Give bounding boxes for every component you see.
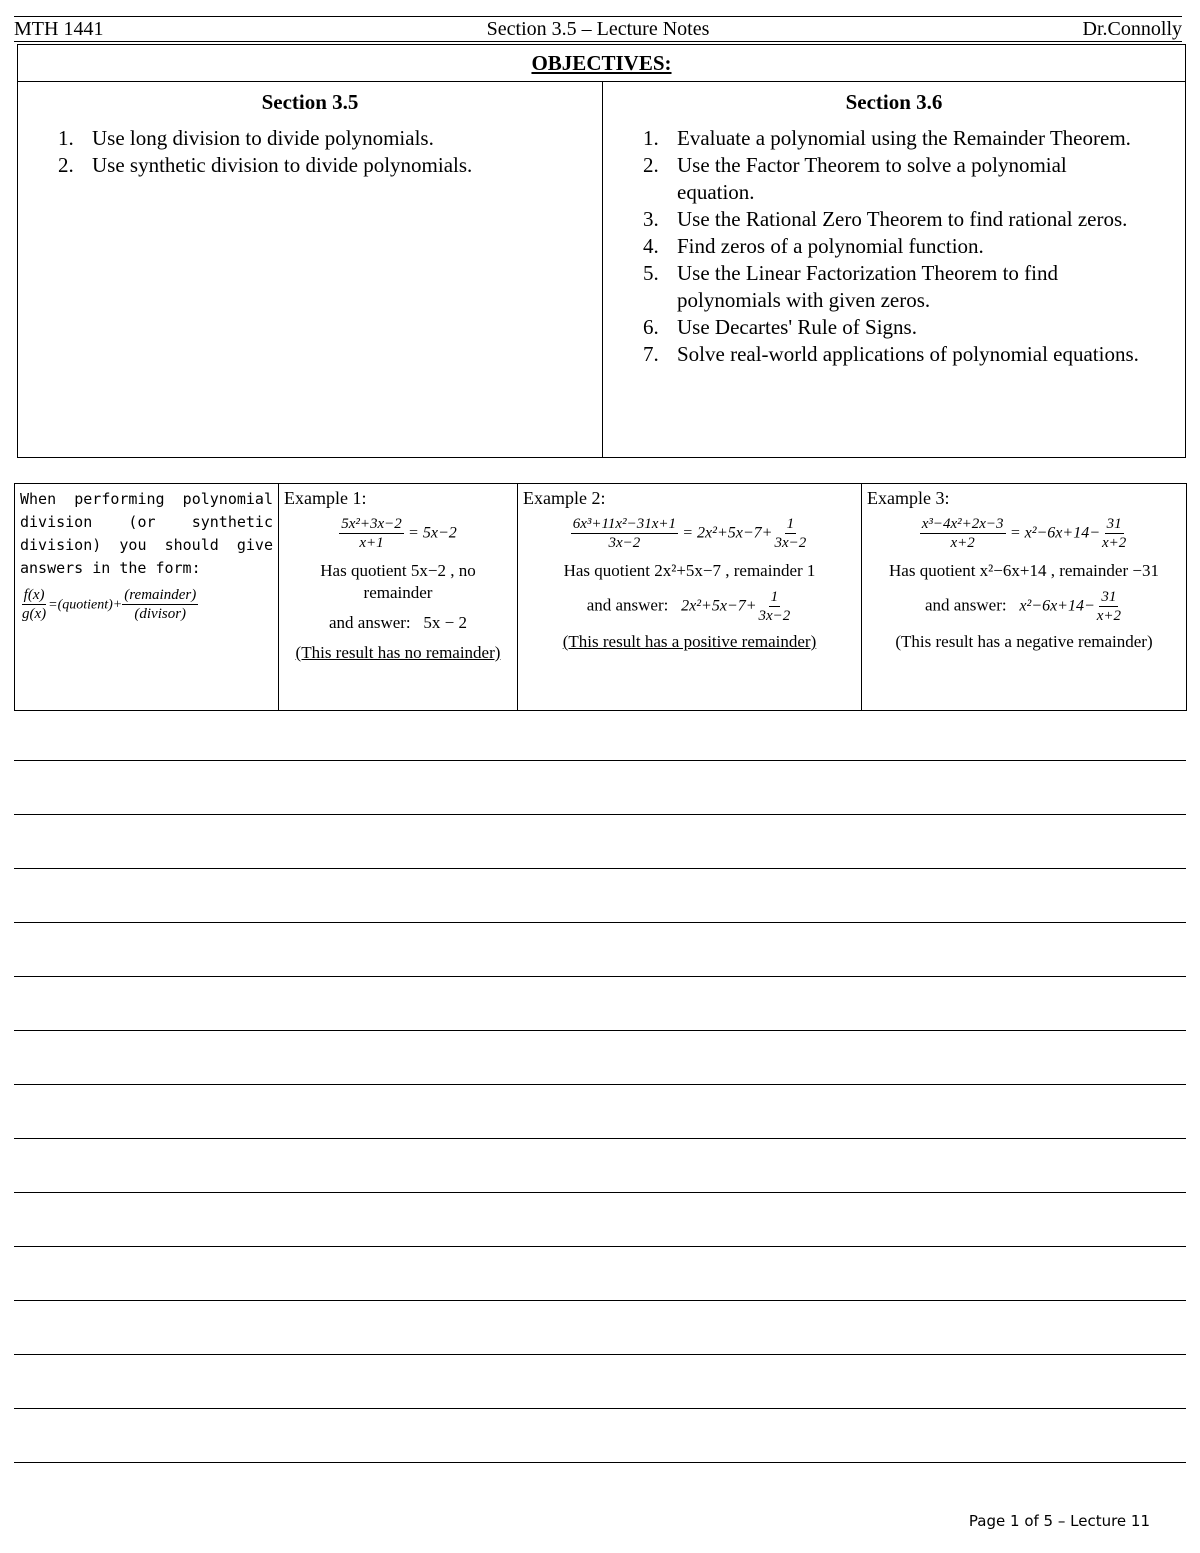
fraction-denominator: 3x−2 [608, 535, 641, 551]
fraction-denominator: x+2 [950, 535, 975, 551]
fraction-numerator: 5x²+3x−2 [341, 516, 402, 532]
sec36-objective-7 [643, 341, 1145, 368]
f-over-g-fraction [20, 586, 48, 623]
example-1-answer [284, 612, 512, 634]
remainder-fraction [1100, 515, 1128, 552]
instructor-name: Dr.Connolly [1082, 18, 1182, 40]
example-1-label: Example 1: [284, 488, 367, 508]
objective-text: Find zeros of a polynomial function. [677, 234, 984, 258]
objective-text: Use Decartes' Rule of Signs. [677, 315, 917, 339]
example-2-label: Example 2: [523, 488, 606, 508]
objective-number: 6. [643, 315, 659, 339]
objective-number: 7. [643, 342, 659, 366]
example-1-note: (This result has no remainder) [295, 643, 501, 662]
answer-label: and answer: [586, 595, 669, 615]
objective-number: 5. [643, 261, 659, 285]
objective-number: 2. [643, 153, 659, 177]
answer-label: and answer: [924, 595, 1007, 615]
header-title: Section 3.5 – Lecture Notes [486, 18, 710, 40]
quotient-term: =(quotient)+ [48, 597, 123, 613]
example-2-cell [518, 484, 862, 711]
note-line [14, 1246, 1186, 1300]
objective-number: 3. [643, 207, 659, 231]
objective-text: Use the Rational Zero Theorem to find rational zeros. [677, 207, 1128, 231]
remainder-fraction [772, 515, 808, 552]
objective-text: Solve real-world applications of polynomial equations. [677, 342, 1139, 366]
section-3-5-list [18, 125, 602, 179]
example-3-note: (This result has a negative remainder) [895, 632, 1153, 651]
note-line [14, 1138, 1186, 1192]
objective-number: 1. [58, 126, 74, 150]
fraction-numerator: 1 [770, 589, 779, 605]
objective-text: Use the Factor Theorem to solve a polynomial equation. [677, 153, 1067, 204]
note-line [14, 760, 1186, 814]
note-line [14, 814, 1186, 868]
note-line [14, 868, 1186, 922]
note-lines [14, 760, 1186, 1516]
note-line [14, 1408, 1186, 1462]
fraction-denominator: x+2 [1096, 608, 1122, 624]
fraction-denominator: g(x) [22, 606, 47, 622]
page-header [14, 16, 1182, 42]
section-3-5-title: Section 3.5 [261, 90, 359, 114]
example-2-equation [523, 515, 856, 552]
section-3-6-title: Section 3.6 [845, 90, 943, 114]
example-1-cell [279, 484, 518, 711]
answer-value: 2x²+5x−7+ [681, 597, 757, 615]
fraction-numerator: 1 [786, 516, 795, 532]
example-2-answer [523, 588, 856, 625]
note-line [14, 1030, 1186, 1084]
example-1-equation [284, 515, 512, 552]
objective-text: Use the Linear Factorization Theorem to find polynomials with given zeros. [677, 261, 1058, 312]
note-line [14, 1354, 1186, 1408]
general-form-formula [20, 586, 273, 623]
examples-table [14, 483, 1187, 711]
example-3-label: Example 3: [867, 488, 950, 508]
fraction-denominator: 3x−2 [774, 535, 807, 551]
objective-text: Use long division to divide polynomials. [92, 126, 434, 150]
example-3-answer [867, 588, 1181, 625]
sec36-objective-1 [643, 125, 1145, 152]
answer-label: and answer: [328, 613, 411, 632]
objectives-title: OBJECTIVES: [18, 45, 1186, 82]
sec35-objective-2 [58, 152, 602, 179]
example-2-note: (This result has a positive remainder) [562, 632, 817, 651]
dividend-over-divisor-fraction [571, 515, 678, 552]
sec36-objective-5 [643, 260, 1145, 314]
example-3-equation [867, 515, 1181, 552]
section-3-5-cell [18, 82, 603, 458]
fraction-numerator: 31 [1101, 589, 1117, 605]
fraction-denominator: 3x−2 [758, 608, 791, 624]
sec36-objective-6 [643, 314, 1145, 341]
example-2-result: = 2x²+5x−7+ [682, 524, 773, 542]
intro-text: When performing polynomial division (or synthetic division) you should give answers in the form: [20, 490, 273, 577]
example-3-result: = x²−6x+14− [1009, 524, 1100, 542]
intro-cell [15, 484, 279, 711]
example-1-result: = 5x−2 [408, 524, 457, 542]
dividend-over-divisor-fraction [920, 515, 1006, 552]
objective-text: Evaluate a polynomial using the Remainder Theorem. [677, 126, 1131, 150]
remainder-over-divisor-fraction [122, 586, 198, 623]
objective-number: 2. [58, 153, 74, 177]
sec36-objective-4 [643, 233, 1145, 260]
example-1-quotient: Has quotient 5x−2 , no remainder [320, 561, 476, 602]
example-3-quotient: Has quotient x²−6x+14 , remainder −31 [889, 561, 1159, 580]
example-2-quotient: Has quotient 2x²+5x−7 , remainder 1 [563, 561, 816, 580]
section-3-6-list [603, 125, 1185, 368]
fraction-numerator: 31 [1106, 516, 1122, 532]
fraction-numerator: f(x) [23, 587, 45, 603]
sec36-objective-3 [643, 206, 1145, 233]
objective-number: 4. [643, 234, 659, 258]
objective-text: Use synthetic division to divide polynomials. [92, 153, 473, 177]
objectives-table [17, 44, 1186, 458]
objective-number: 1. [643, 126, 659, 150]
note-line [14, 1300, 1186, 1354]
answer-fraction [1095, 588, 1123, 625]
fraction-denominator: x+2 [1102, 535, 1127, 551]
fraction-numerator: (remainder) [124, 587, 197, 603]
fraction-numerator: 6x³+11x²−31x+1 [572, 516, 676, 532]
note-line [14, 1192, 1186, 1246]
sec35-objective-1 [58, 125, 602, 152]
note-line [14, 1462, 1186, 1516]
example-3-cell [862, 484, 1187, 711]
answer-fraction [757, 588, 793, 625]
note-line [14, 976, 1186, 1030]
dividend-over-divisor-fraction [339, 515, 404, 552]
course-code: MTH 1441 [14, 18, 104, 40]
fraction-numerator: x³−4x²+2x−3 [921, 516, 1004, 532]
answer-value: x²−6x+14− [1019, 597, 1095, 615]
fraction-denominator: (divisor) [134, 606, 187, 622]
answer-value: 5x − 2 [423, 613, 467, 632]
note-line [14, 1084, 1186, 1138]
fraction-denominator: x+1 [359, 535, 384, 551]
note-line [14, 922, 1186, 976]
section-3-6-cell [603, 82, 1186, 458]
page-footer: Page 1 of 5 – Lecture 11 [968, 1512, 1150, 1530]
sec36-objective-2 [643, 152, 1145, 206]
